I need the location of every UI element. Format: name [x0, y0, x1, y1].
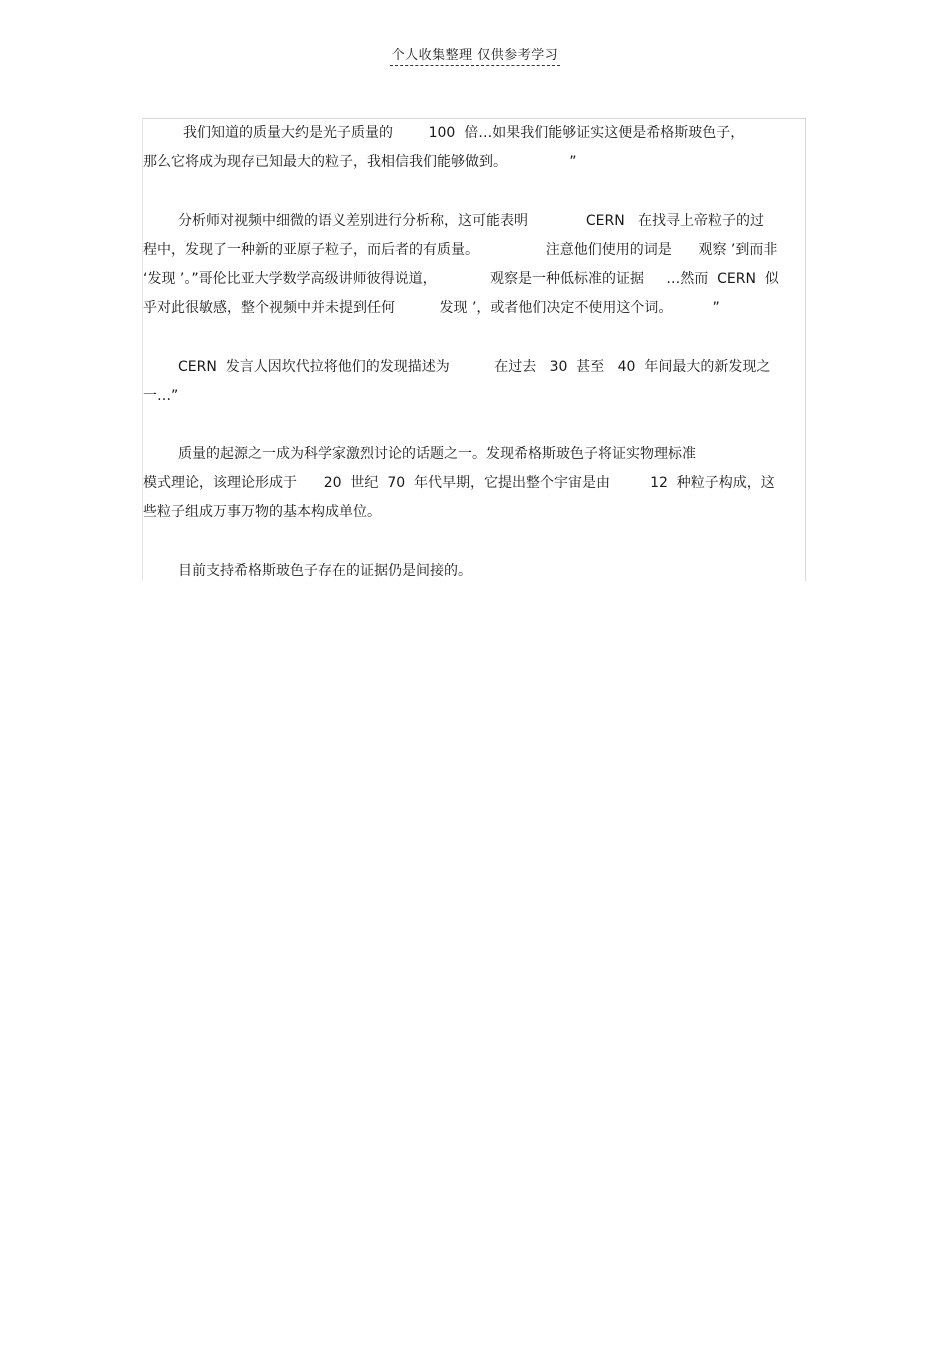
paragraph-line: ‘发现 ’。”哥伦比亚大学数学高级讲师彼得说道， 观察是一种低标准的证据 …然而 CERN 似 — [143, 271, 779, 287]
paragraph-1 — [143, 119, 805, 177]
page-header — [0, 44, 950, 66]
paragraph-line: 目前支持希格斯玻色子存在的证据仍是间接的。 — [178, 563, 472, 579]
paragraph-line: 程中，发现了一种新的亚原子粒子，而后者的有质量。 注意他们使用的词是 观察 ’到而非 — [143, 242, 778, 258]
paragraph-line: CERN 发言人因坎代拉将他们的发现描述为 在过去 30 甚至 40 年间最大的新发现之 — [178, 359, 771, 375]
paragraph-4 — [143, 440, 805, 527]
paragraph-3 — [143, 353, 805, 411]
paragraph-line: 我们知道的质量大约是光子质量的 100 倍…如果我们能够证实这便是希格斯玻色子， — [183, 125, 745, 141]
paragraph-5 — [143, 557, 805, 586]
paragraph-2 — [143, 207, 805, 323]
paragraph-line: 那么它将成为现存已知最大的粒子，我相信我们能够做到。 ” — [143, 154, 577, 170]
paragraph-line: 质量的起源之一成为科学家激烈讨论的话题之一。发现希格斯玻色子将证实物理标准 — [178, 446, 696, 462]
paragraph-line: 分析师对视频中细微的语义差别进行分析称，这可能表明 CERN 在找寻上帝粒子的过 — [178, 213, 765, 229]
paragraph-line: 乎对此很敏感，整个视频中并未提到任何 发现 ’，或者他们决定不使用这个词。 ” — [143, 300, 720, 316]
paragraph-line: 一…” — [143, 388, 179, 404]
paragraph-line: 模式理论，该理论形成于 20 世纪 70 年代早期，它提出整个宇宙是由 12 种粒子构成，这 — [143, 475, 775, 491]
header-text: 个人收集整理 仅供参考学习 — [390, 44, 561, 66]
paragraph-line: 些粒子组成万事万物的基本构成单位。 — [143, 504, 381, 520]
